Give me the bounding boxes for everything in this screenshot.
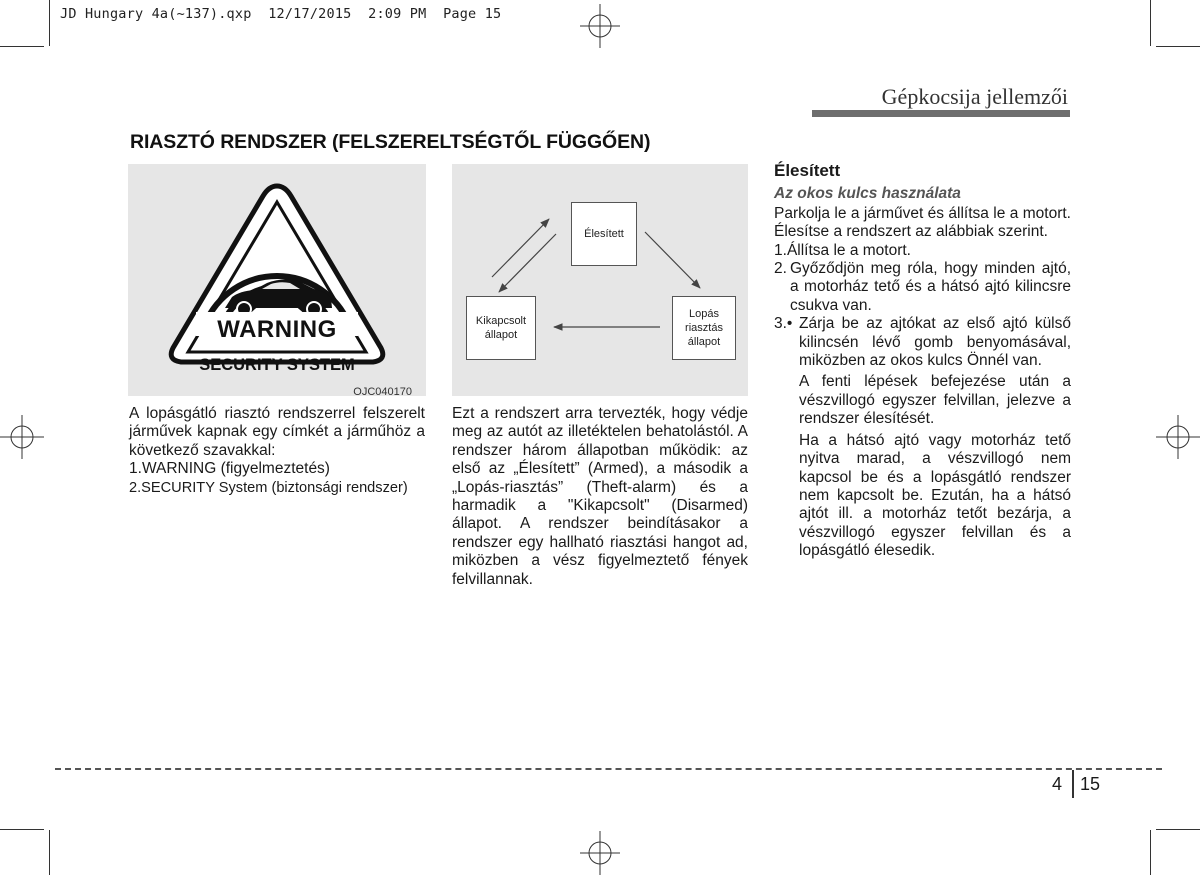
intro-paragraph: A lopásgátló riasztó rendszerrel felszerelt járművek kapnak egy címkét a járműhöz a következő szavakkal: [129,405,425,459]
note-paragraph: A fenti lépések befejezése után a vészvillogó egyszer felvillan, jelezve a rendszer élesítését. [799,373,1071,428]
column-3 [774,162,1071,561]
figure-code: OJC040170 [353,386,412,398]
state-disarmed: Kikapcsolt állapot [466,296,536,360]
header-rule [812,110,1070,117]
state-theft-alarm: Lopás riasztás állapot [672,296,736,360]
print-slug: JD Hungary 4a(~137).qxp 12/17/2015 2:09 PM Page 15 [60,6,502,22]
system-description: Ezt a rendszert arra tervezték, hogy védje meg az autót az illetéktelen behatolástól. A rendszer három állapotban működik: az első az „Élesített” (Armed), a második a „Lopás-riasztás” (Theft-alarm) és a harmadik a "Kikapcsolt" (Disarmed) állapot. A rendszer beindításakor a rendszer egy hallható riasztási hangot ad, miközben a vész figyelmeztető fények felvillannak. [452,405,748,588]
page-heading: RIASZTÓ RENDSZER (FELSZERELTSÉGTŐL FÜGGŐEN) [130,131,651,153]
warning-label-figure [128,164,426,396]
smart-key-subheading: Az okos kulcs használata [774,185,961,203]
list-item [129,460,425,478]
list-number: 1. [129,460,142,478]
section-title: Gépkocsija jellemzői [881,84,1068,109]
page-number: 15 [1080,774,1101,794]
step-text: Győződjön meg róla, hogy minden ajtó, a motorház tető és a hátsó ajtó kilincsre csukva van. [790,260,1071,314]
security-system-label-text: SECURITY SYSTEM [199,356,355,374]
page-number-separator [1072,770,1074,798]
state-arrows [452,164,748,396]
state-armed: Élesített [571,202,637,266]
armed-heading: Élesített [774,161,841,180]
step-number: 2. [774,260,787,278]
warning-label-text: WARNING [217,316,337,343]
step-item [774,260,1071,315]
alarm-state-diagram [452,164,748,396]
step-number: 3.• [774,315,793,333]
step-item [774,315,1071,370]
step-text: Állítsa le a motort. [786,241,911,259]
list-item [129,479,425,497]
footer-rule [55,768,1162,770]
column-1 [129,405,425,497]
list-text: SECURITY System (biztonsági rendszer) [141,479,408,496]
arming-intro: Parkolja le a járművet és állítsa le a motort. Élesítse a rendszert az alábbiak szerint. [774,204,1071,241]
note-paragraph: Ha a hátsó ajtó vagy motorház tető nyitva marad, a vészvillogó nem kapcsol be és a lopásgátló rendszer nem kapcsolt be. Ezután, ha a hátsó ajtót ill. a motorház tetőt bezárja, a vészvillogó egyszer felvillan és a lopásgátló élesedik. [799,431,1071,560]
list-number: 2. [129,479,142,496]
step-number: 1. [774,241,787,259]
list-text: WARNING (figyelmeztetés) [141,460,330,478]
step-item [774,242,1071,260]
column-2 [452,405,748,589]
step-text: Zárja be az ajtókat az első ajtó külső kilincsén lévő gomb benyomásával, miközben az okos kulcs Önnél van. [799,315,1071,370]
chapter-number: 4 [1052,774,1063,794]
